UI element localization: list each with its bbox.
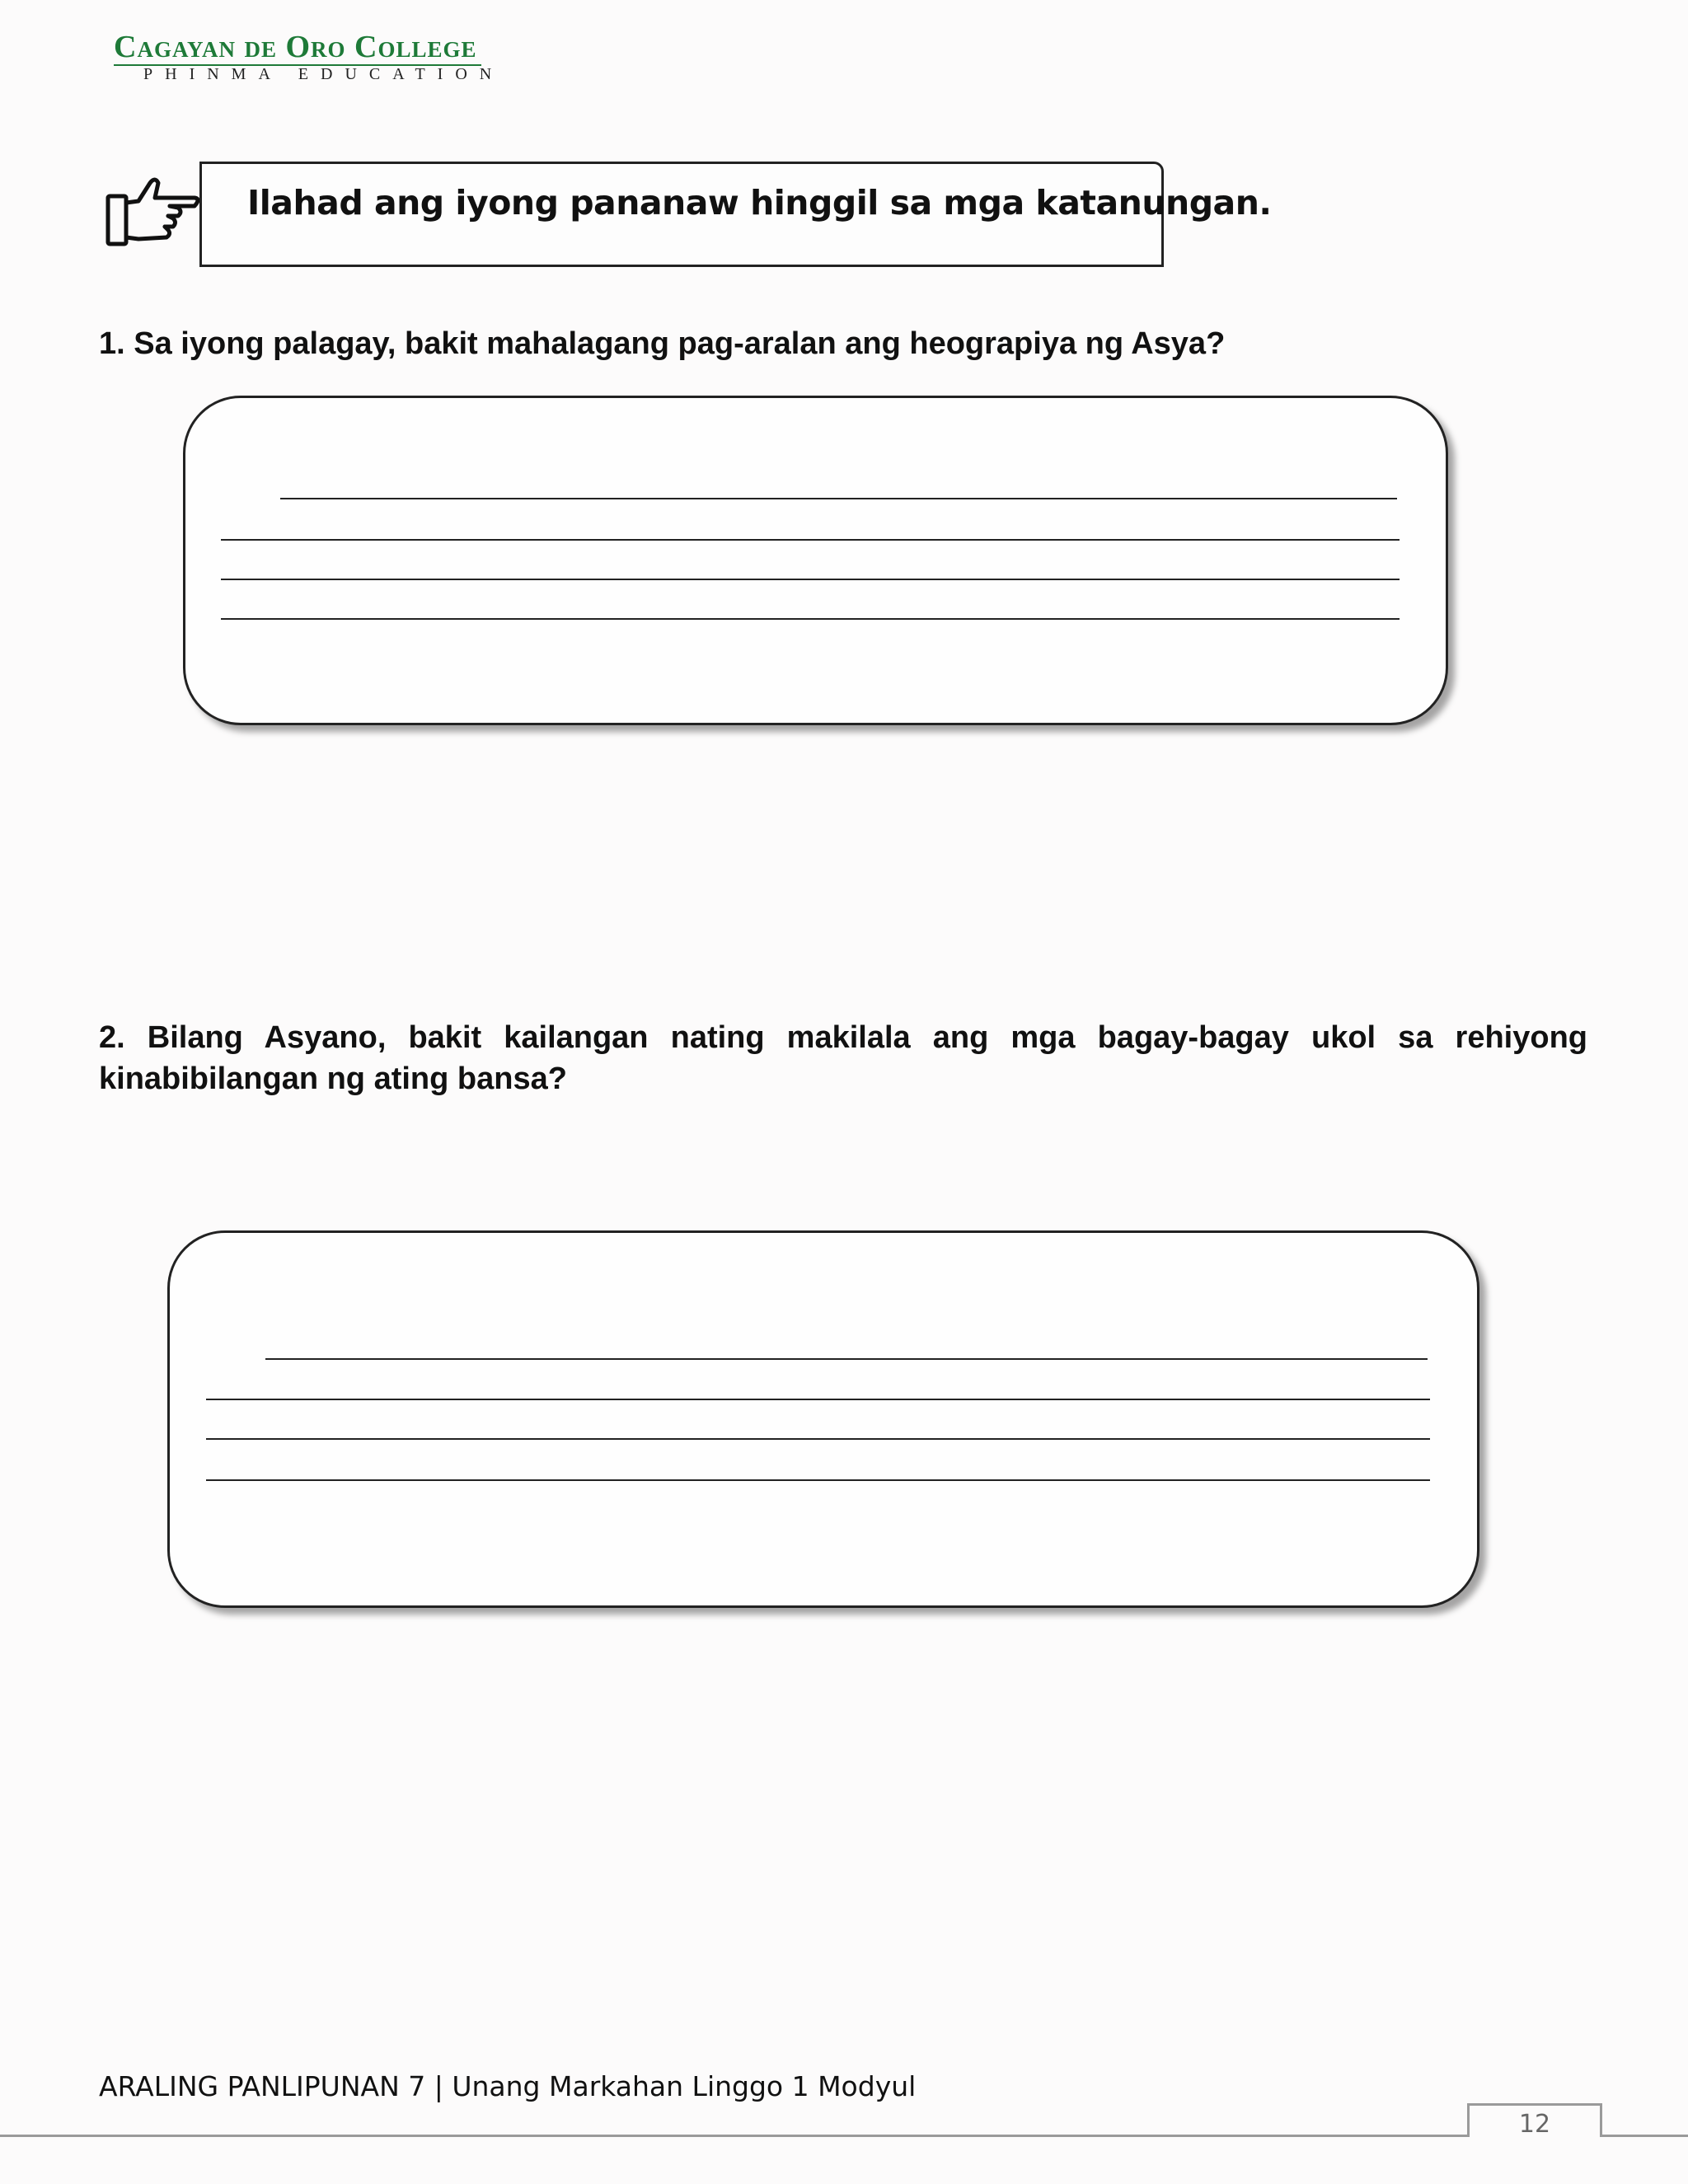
answer-line — [280, 498, 1397, 499]
answer-box-2[interactable] — [167, 1230, 1479, 1608]
footer-text: ARALING PANLIPUNAN 7 | Unang Markahan Linggo 1 Modyul — [99, 2070, 917, 2102]
answer-line — [221, 539, 1400, 541]
college-name: Cagayan de Oro College — [114, 30, 477, 64]
answer-line — [221, 618, 1400, 620]
instruction-text: Ilahad ang iyong pananaw hinggil sa mga katanungan. — [247, 183, 1272, 223]
answer-line — [206, 1399, 1430, 1400]
answer-line — [265, 1358, 1428, 1360]
question-1: 1. Sa iyong palagay, bakit mahalagang pag-aralan ang heograpiya ng Asya? — [99, 326, 1226, 361]
question-2: 2. Bilang Asyano, bakit kailangan nating makilala ang mga bagay-bagay ukol sa rehiyong kinabibilangan ng ating bansa? — [99, 1020, 1587, 1096]
answer-box-1[interactable] — [183, 396, 1448, 725]
footer-rule — [0, 2135, 1469, 2137]
answer-line — [206, 1479, 1430, 1481]
footer-rule — [1601, 2135, 1688, 2137]
page-number: 12 — [1518, 2110, 1551, 2139]
answer-line — [206, 1438, 1430, 1440]
college-subtitle: PHINMA EDUCATION — [143, 65, 504, 83]
answer-line — [221, 579, 1400, 580]
pointing-hand-icon — [106, 173, 203, 249]
